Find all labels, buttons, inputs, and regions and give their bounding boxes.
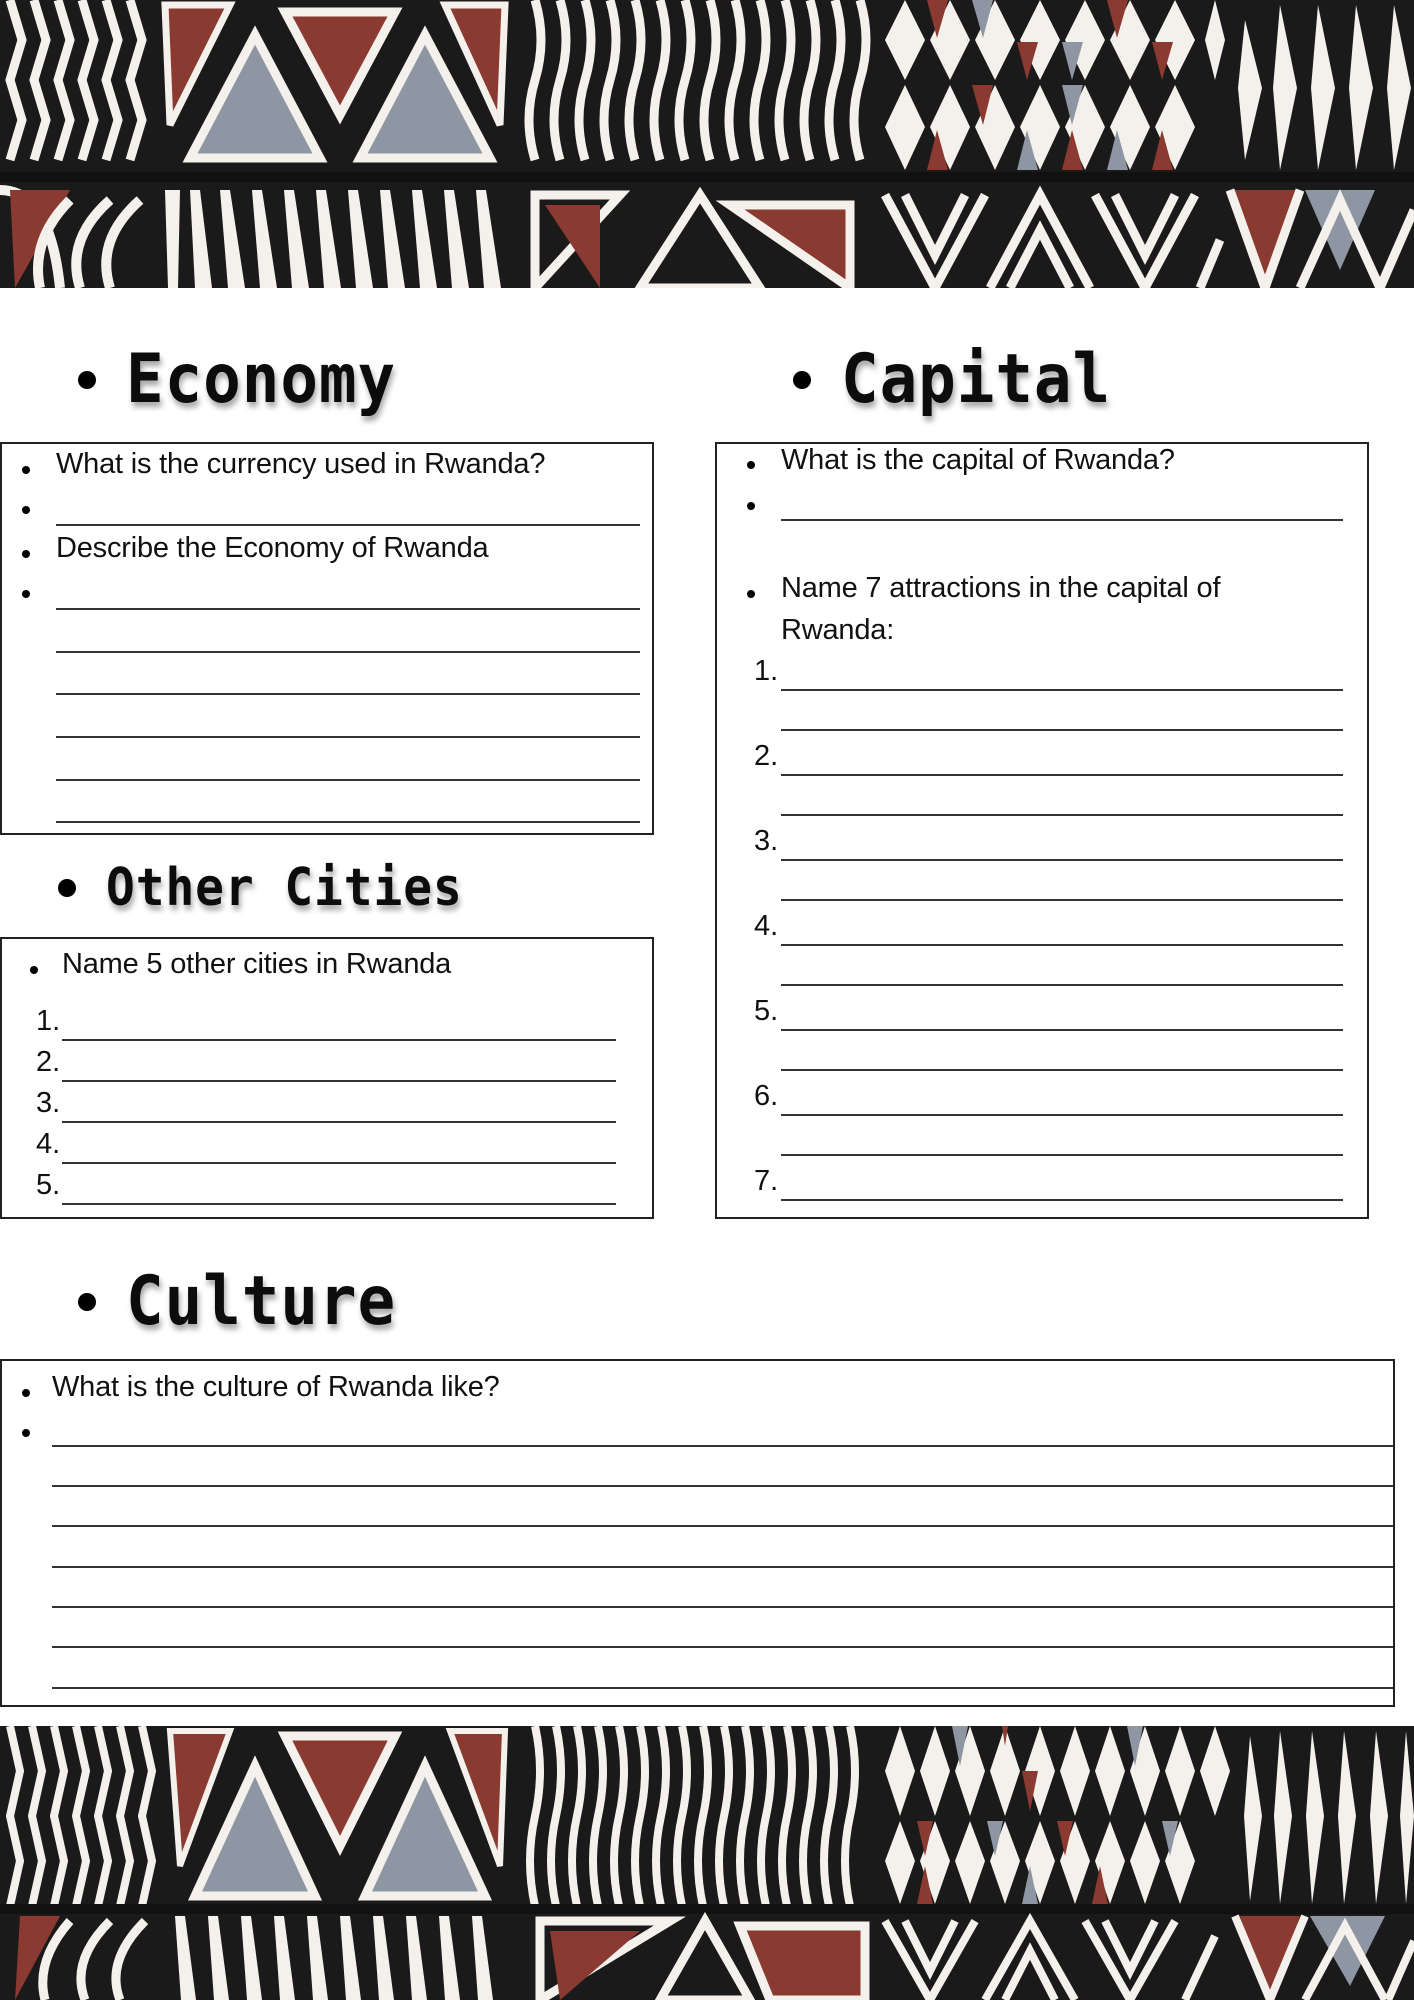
bullet-icon	[22, 590, 30, 598]
city-number-2: 2.	[36, 1046, 61, 1078]
other-cities-title: Other Cities	[106, 858, 463, 918]
attraction-line-6b[interactable]	[781, 1154, 1343, 1156]
capital-question-name: What is the capital of Rwanda?	[781, 444, 1175, 476]
answer-line-culture-3[interactable]	[52, 1525, 1393, 1527]
attraction-number-1: 1.	[754, 655, 779, 687]
city-line-5[interactable]	[62, 1203, 616, 1205]
culture-title: Culture	[126, 1262, 397, 1341]
top-pattern-banner	[0, 0, 1414, 288]
answer-line-culture-4[interactable]	[52, 1566, 1393, 1568]
bullet-icon	[22, 506, 30, 514]
attraction-number-6: 6.	[754, 1080, 779, 1112]
attraction-line-2b[interactable]	[781, 814, 1343, 816]
bullet-icon	[22, 1389, 30, 1397]
bullet-icon	[747, 590, 755, 598]
answer-line-currency[interactable]	[56, 524, 640, 526]
answer-line-economy-2[interactable]	[56, 651, 640, 653]
african-tile-pattern-icon	[0, 0, 1414, 288]
city-line-2[interactable]	[62, 1080, 616, 1082]
culture-heading	[78, 1262, 420, 1341]
capital-title: Capital	[841, 340, 1112, 419]
bullet-icon	[78, 371, 96, 389]
bullet-icon	[22, 1429, 30, 1437]
bullet-icon	[78, 1293, 96, 1311]
answer-line-culture-6[interactable]	[52, 1646, 1393, 1648]
city-number-1: 1.	[36, 1005, 61, 1037]
bullet-icon	[30, 966, 38, 974]
answer-line-economy-6[interactable]	[56, 821, 640, 823]
attraction-line-3b[interactable]	[781, 899, 1343, 901]
bullet-icon	[747, 461, 755, 469]
city-number-4: 4.	[36, 1128, 61, 1160]
answer-line-economy-5[interactable]	[56, 779, 640, 781]
capital-question-attractions-line1: Name 7 attractions in the capital of	[781, 572, 1221, 604]
answer-line-culture-7[interactable]	[52, 1687, 1393, 1689]
economy-title: Economy	[126, 340, 397, 419]
city-line-4[interactable]	[62, 1162, 616, 1164]
attraction-line-1a[interactable]	[781, 689, 1343, 691]
african-tile-pattern-icon	[0, 1726, 1414, 2000]
economy-heading	[78, 340, 420, 419]
economy-question-describe: Describe the Economy of Rwanda	[56, 532, 489, 564]
bullet-icon	[22, 550, 30, 558]
attraction-line-7a[interactable]	[781, 1199, 1343, 1201]
other-cities-heading	[58, 858, 494, 918]
attraction-line-2a[interactable]	[781, 774, 1343, 776]
capital-question-attractions-line2: Rwanda:	[781, 614, 895, 646]
attraction-number-3: 3.	[754, 825, 779, 857]
attraction-number-4: 4.	[754, 910, 779, 942]
city-number-3: 3.	[36, 1087, 61, 1119]
city-line-1[interactable]	[62, 1039, 616, 1041]
attraction-number-7: 7.	[754, 1165, 779, 1197]
bullet-icon	[793, 371, 811, 389]
attraction-line-3a[interactable]	[781, 859, 1343, 861]
culture-question: What is the culture of Rwanda like?	[52, 1371, 500, 1403]
culture-box	[0, 1359, 1395, 1707]
city-number-5: 5.	[36, 1169, 61, 1201]
capital-box	[715, 442, 1369, 1219]
attraction-line-4b[interactable]	[781, 984, 1343, 986]
answer-line-capital[interactable]	[781, 519, 1343, 521]
attraction-line-5a[interactable]	[781, 1029, 1343, 1031]
capital-heading	[793, 340, 1135, 419]
other-cities-question: Name 5 other cities in Rwanda	[62, 948, 452, 980]
bullet-icon	[22, 466, 30, 474]
attraction-line-4a[interactable]	[781, 944, 1343, 946]
city-line-3[interactable]	[62, 1121, 616, 1123]
answer-line-economy-4[interactable]	[56, 736, 640, 738]
attraction-line-6a[interactable]	[781, 1114, 1343, 1116]
attraction-number-2: 2.	[754, 740, 779, 772]
bottom-pattern-banner	[0, 1726, 1414, 2000]
other-cities-box	[0, 937, 654, 1219]
economy-box	[0, 442, 654, 835]
answer-line-culture-5[interactable]	[52, 1606, 1393, 1608]
answer-line-economy-3[interactable]	[56, 693, 640, 695]
attraction-line-1b[interactable]	[781, 729, 1343, 731]
attraction-line-5b[interactable]	[781, 1069, 1343, 1071]
answer-line-culture-1[interactable]	[52, 1445, 1393, 1447]
answer-line-culture-2[interactable]	[52, 1485, 1393, 1487]
bullet-icon	[747, 502, 755, 510]
economy-question-currency: What is the currency used in Rwanda?	[56, 448, 546, 480]
answer-line-economy-1[interactable]	[56, 608, 640, 610]
bullet-icon	[58, 879, 76, 897]
attraction-number-5: 5.	[754, 995, 779, 1027]
